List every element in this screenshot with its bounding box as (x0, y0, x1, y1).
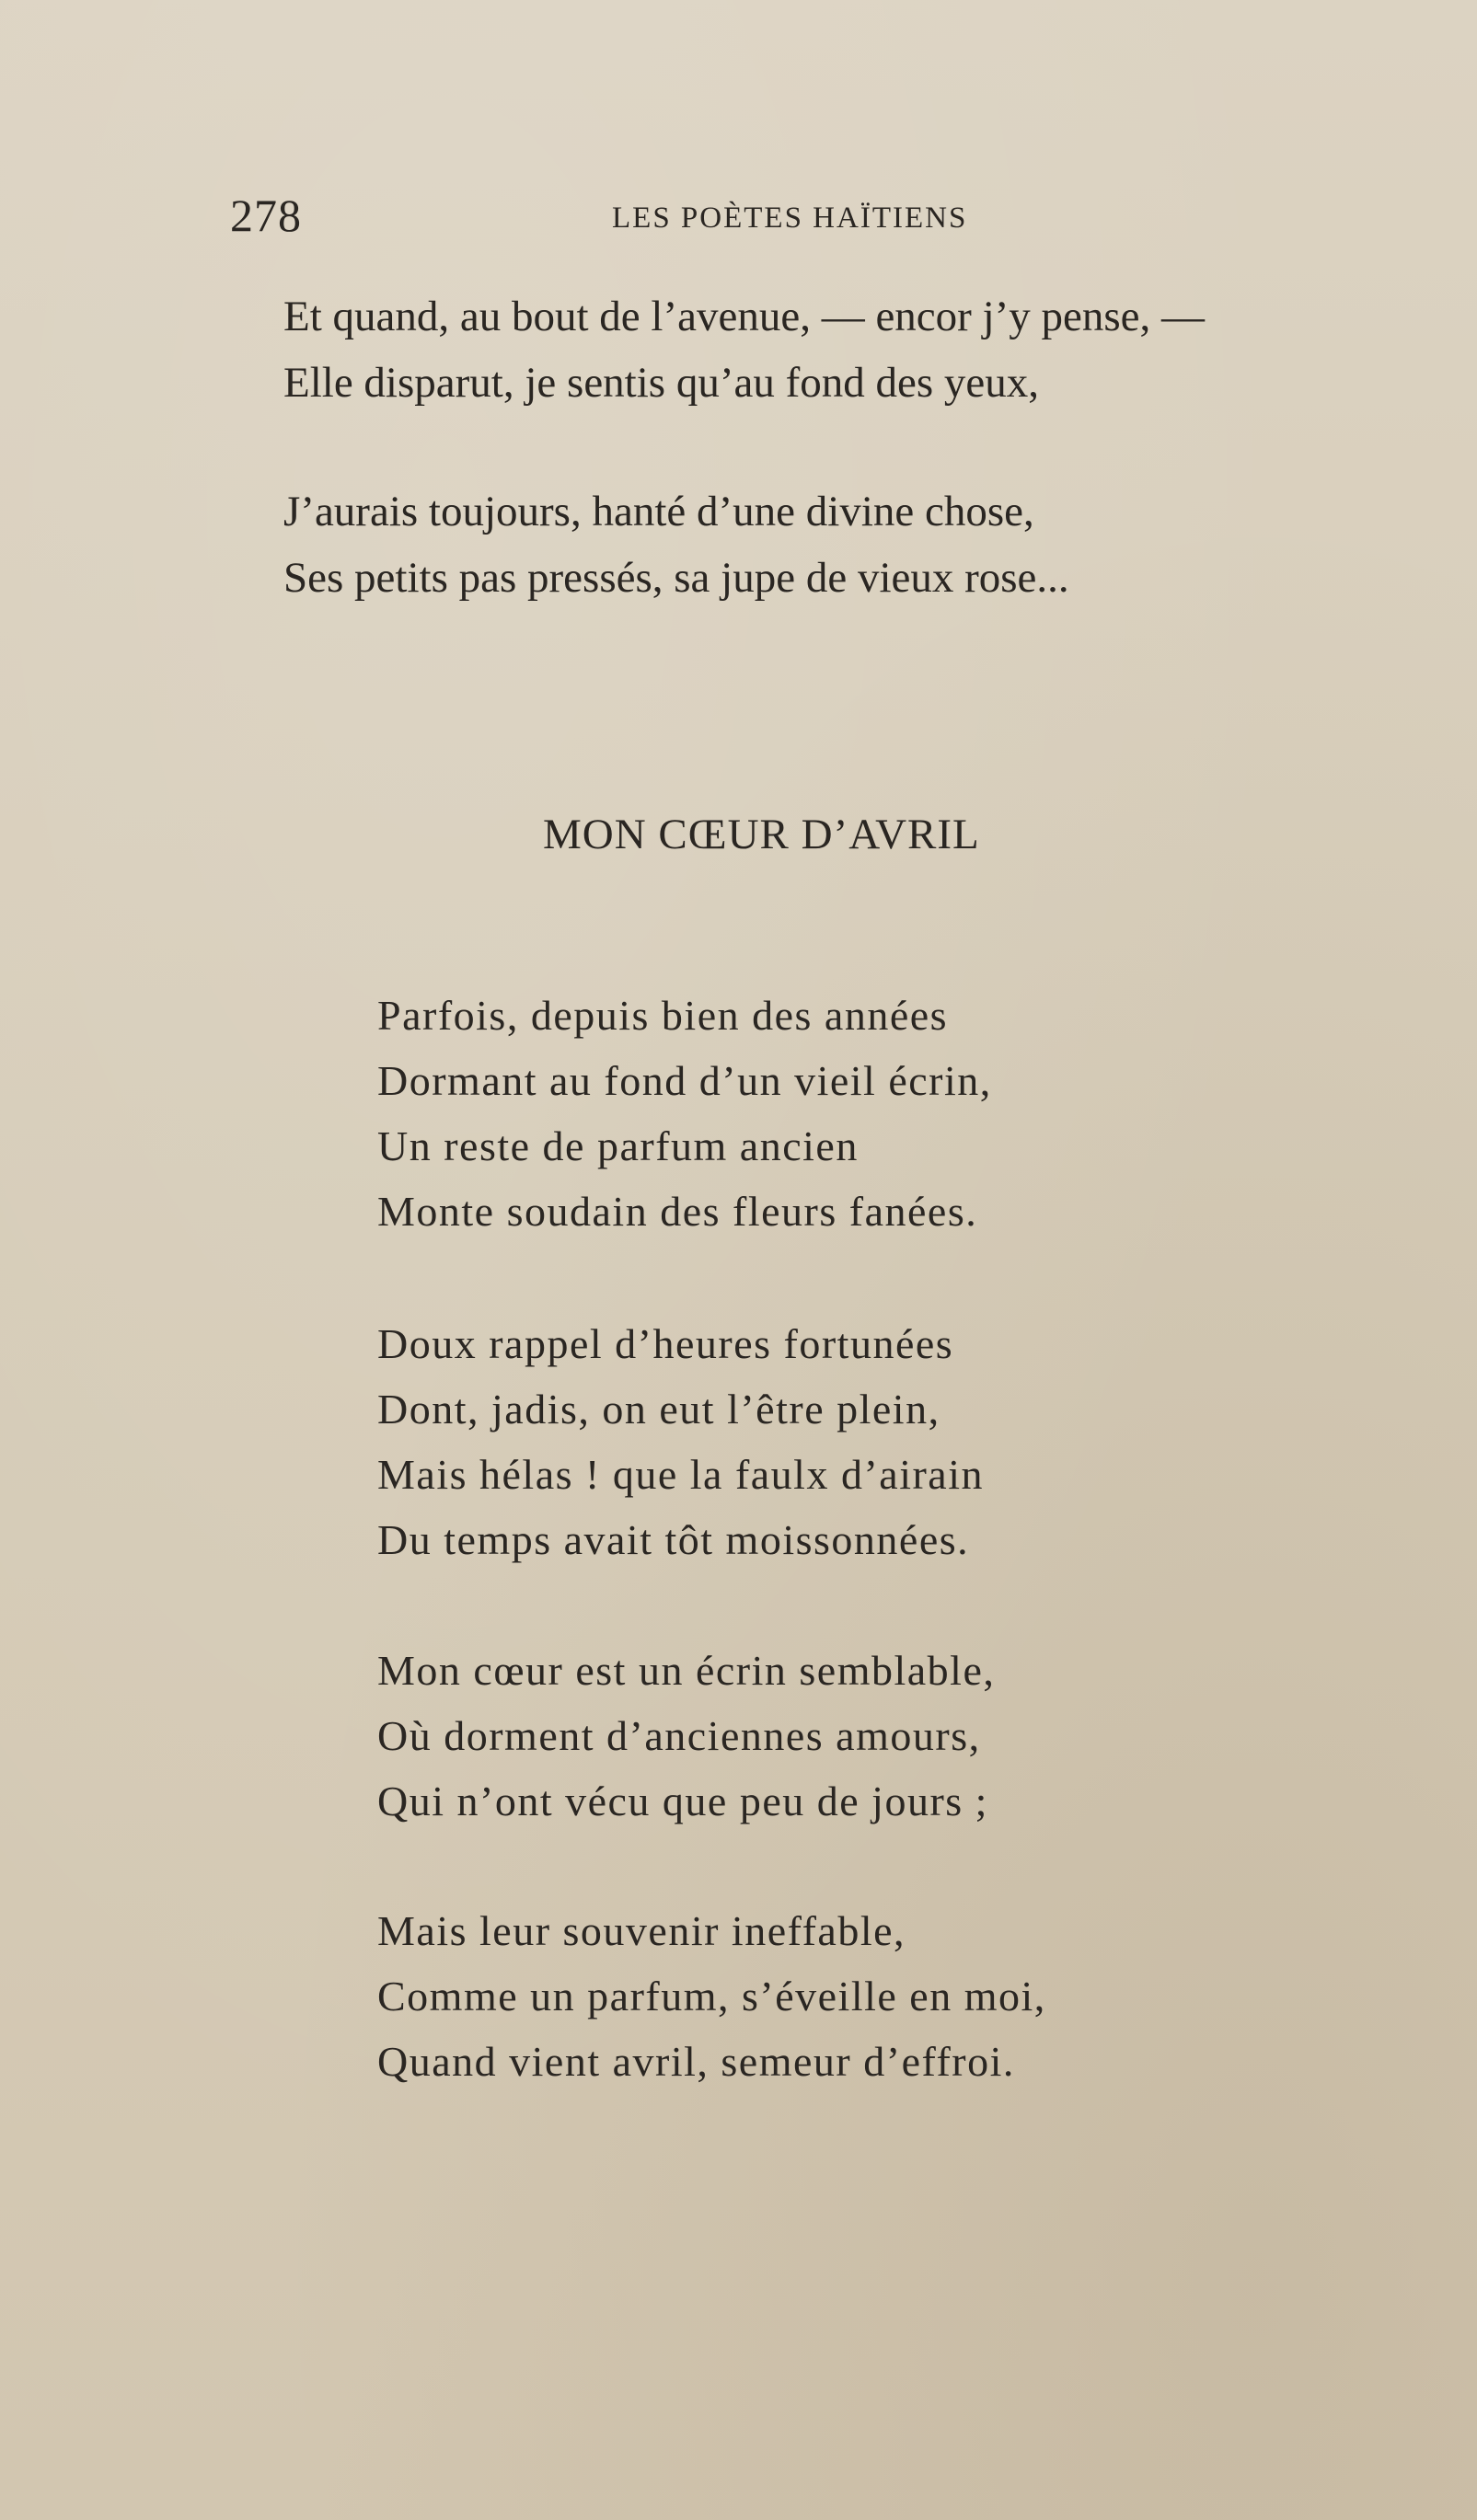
verse-line: Quand vient avril, semeur d’effroi. (377, 2038, 1015, 2085)
previous-poem-stanza-1 (283, 283, 1205, 416)
page-number: 278 (230, 190, 302, 241)
verse-line: Où dorment d’anciennes amours, (377, 1712, 981, 1759)
verse-line: J’aurais toujours, hanté d’une divine chose, (283, 488, 1034, 535)
poem-stanza-1 (377, 983, 992, 1244)
verse-line: Monte soudain des fleurs fanées. (377, 1188, 978, 1235)
verse-line: Ses petits pas pressés, sa jupe de vieux rose... (283, 554, 1069, 602)
poem-stanza-3 (377, 1638, 995, 1834)
verse-line: Parfois, depuis bien des années (377, 992, 949, 1039)
verse-line: Mon cœur est un écrin semblable, (377, 1647, 996, 1694)
poem-stanza-4 (377, 1898, 1046, 2094)
verse-line: Qui n’ont vécu que peu de jours ; (377, 1778, 988, 1824)
verse-line: Mais hélas ! que la faulx d’airain (377, 1451, 984, 1498)
verse-line: Dormant au fond d’un vieil écrin, (377, 1057, 992, 1104)
previous-poem-stanza-2 (283, 478, 1069, 611)
verse-line: Et quand, au bout de l’avenue, — encor j’y pense, — (283, 293, 1206, 340)
running-title: LES POÈTES HAÏTIENS (612, 201, 968, 235)
verse-line: Dont, jadis, on eut l’être plein, (377, 1386, 940, 1433)
verse-line: Du temps avait tôt moissonnées. (377, 1516, 970, 1563)
verse-line: Elle disparut, je sentis qu’au fond des yeux, (283, 359, 1040, 407)
verse-line: Doux rappel d’heures fortunées (377, 1320, 954, 1367)
poem-title: MON CŒUR D’AVRIL (543, 811, 980, 858)
poem-stanza-2 (377, 1311, 984, 1572)
verse-line: Comme un parfum, s’éveille en moi, (377, 1973, 1046, 2019)
verse-line: Mais leur souvenir ineffable, (377, 1907, 906, 1954)
running-head (230, 189, 1058, 253)
verse-line: Un reste de parfum ancien (377, 1122, 859, 1169)
